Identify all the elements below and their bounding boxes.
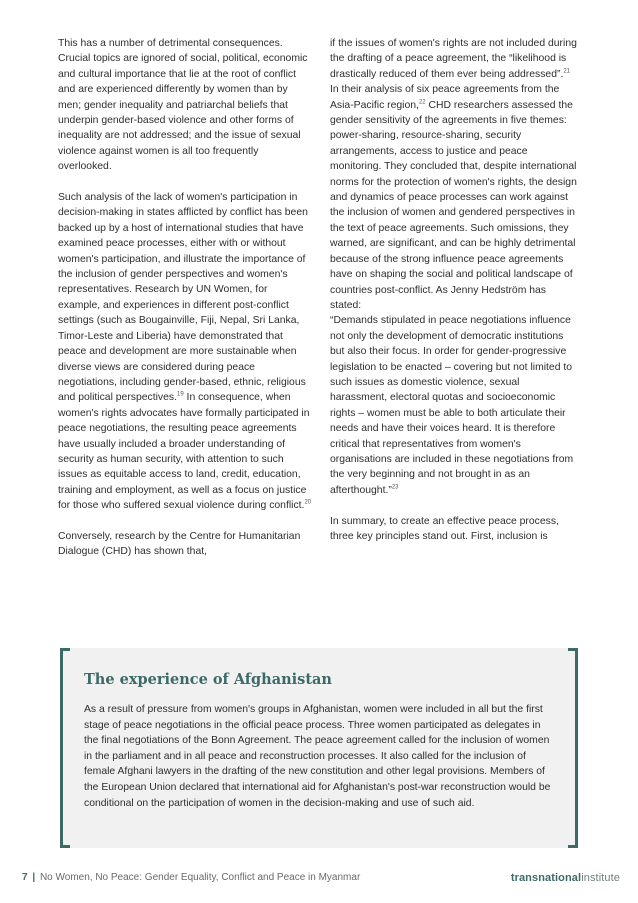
publication-title: No Women, No Peace: Gender Equality, Conflict and Peace in Myanmar xyxy=(39,872,361,883)
left-paragraph-1: This has a number of detrimental consequences. Crucial topics are ignored of social, political, economic and cultural importance that lie at the root of conflict and are experienced differently by women than by men; gender inequality and patriarchal beliefs that underpin gender-based violence and other forms of inequality are not addressed; and the issue of sexual violence against women is all too frequently overlooked. xyxy=(58,38,308,173)
page-number: 7 xyxy=(22,872,28,883)
case-study-text: As a result of pressure from women's groups in Afghanistan, women were included in all but the first stage of peace negotiations in the official peace process. Three women participated as delegates in the final negotiations of the Bonn Agreement. The peace agreement called for the inclusion of women in the parliament and in all peace and reconstruction processes. It also called for the inclusion of female Afghani lawyers in the drafting of the new constitution and other legal provisions. Members of the European Union declared that international aid for Afghanistan's post-war reconstruction would be conditional on the participation of women in the decision-making and use of such aid. xyxy=(84,704,551,809)
left-paragraph-2 xyxy=(58,190,312,514)
case-study-title: The experience of Afghanistan xyxy=(84,671,332,688)
block-quote-text: “Demands stipulated in peace negotiations influence not only the development of democratic institutions but also their focus. In order for gender-progressive legislation to be enacted – covering but not limited to such issues as domestic violence, sexual harassment, electoral quotas and socioeconomic rights – women must be able to both articulate their needs and have their voices heard. It is therefore critical that representatives from women's organisations are included in these negotiations from the very beginning and not brought in as an afterthought.” xyxy=(330,315,574,496)
publisher-logo-light: institute xyxy=(581,872,620,884)
block-quote xyxy=(330,313,578,498)
page-footer xyxy=(22,872,620,888)
left-paragraph-2-part-a: Such analysis of the lack of women's participation in decision-making in states afflicted by conflict has been backed up by a host of international studies that have examined peace processes, either with or without women's participation, and illustrate the importance of the inclusion of gender perspectives and women's representatives. Research by UN Women, for example, and experiences in different post-conflict settings (such as Bougainville, Fiji, Nepal, Sri Lanka, Timor-Leste and Liberia) have demonstrated that peace and development are more sustainable when diverse views are considered during peace negotiations, including gender-based, ethnic, religious and political perspectives. xyxy=(58,192,308,404)
footnote-ref-23[interactable]: 23 xyxy=(391,484,399,491)
footer-separator: | xyxy=(32,872,36,883)
footnote-ref-22[interactable]: 22 xyxy=(418,99,426,106)
left-column xyxy=(58,36,312,560)
publisher-logo[interactable] xyxy=(511,872,620,884)
left-paragraph-2-part-b: In consequence, when women's rights advocates have formally participated in peace negotiations, the resulting peace agreements have usually included a broader understanding of security as human security, with attention to such issues as equitable access to land, credit, education, training and employment, as well as a focus on justice for those who suffered sexual violence during conflict. xyxy=(58,392,310,512)
footnote-ref-19[interactable]: 19 xyxy=(176,391,184,398)
publisher-logo-bold: transnational xyxy=(510,872,582,884)
right-paragraph-1-part-c: CHD researchers assessed the gender sensitivity of the agreements in five themes: power-sharing, resource-sharing, security arrangements, access to justice and peace monitoring. They concluded that, despite international norms for the protection of women's rights, the design and dynamics of peace processes can work against the inclusion of women and gendered perspectives in the text of peace agreements. Such omissions, they warned, are significant, and can be highly detrimental because of the strong influence peace agreements have on shaping the social and political landscape of countries post-conflict. As Jenny Hedström has stated: xyxy=(330,99,577,311)
box-right-bracket xyxy=(568,648,578,848)
right-paragraph-1-part-b: In their analysis of six peace agreements from the Asia-Pacific region, xyxy=(330,84,560,111)
box-left-bracket xyxy=(60,648,70,848)
right-paragraph-1 xyxy=(330,36,578,313)
left-paragraph-3: Conversely, research by the Centre for Humanitarian Dialogue (CHD) has shown that, xyxy=(58,530,301,558)
footnote-ref-21[interactable]: 21 xyxy=(563,68,571,75)
right-column xyxy=(330,36,578,544)
right-paragraph-1-part-a: if the issues of women's rights are not included during the drafting of a peace agreement, the “likelihood is drastically reduced of them ever being addressed”. xyxy=(330,38,577,80)
right-paragraph-2: In summary, to create an effective peace process, three key principles stand out. First, inclusion is xyxy=(330,515,559,542)
footnote-ref-20[interactable]: 20 xyxy=(304,499,312,506)
